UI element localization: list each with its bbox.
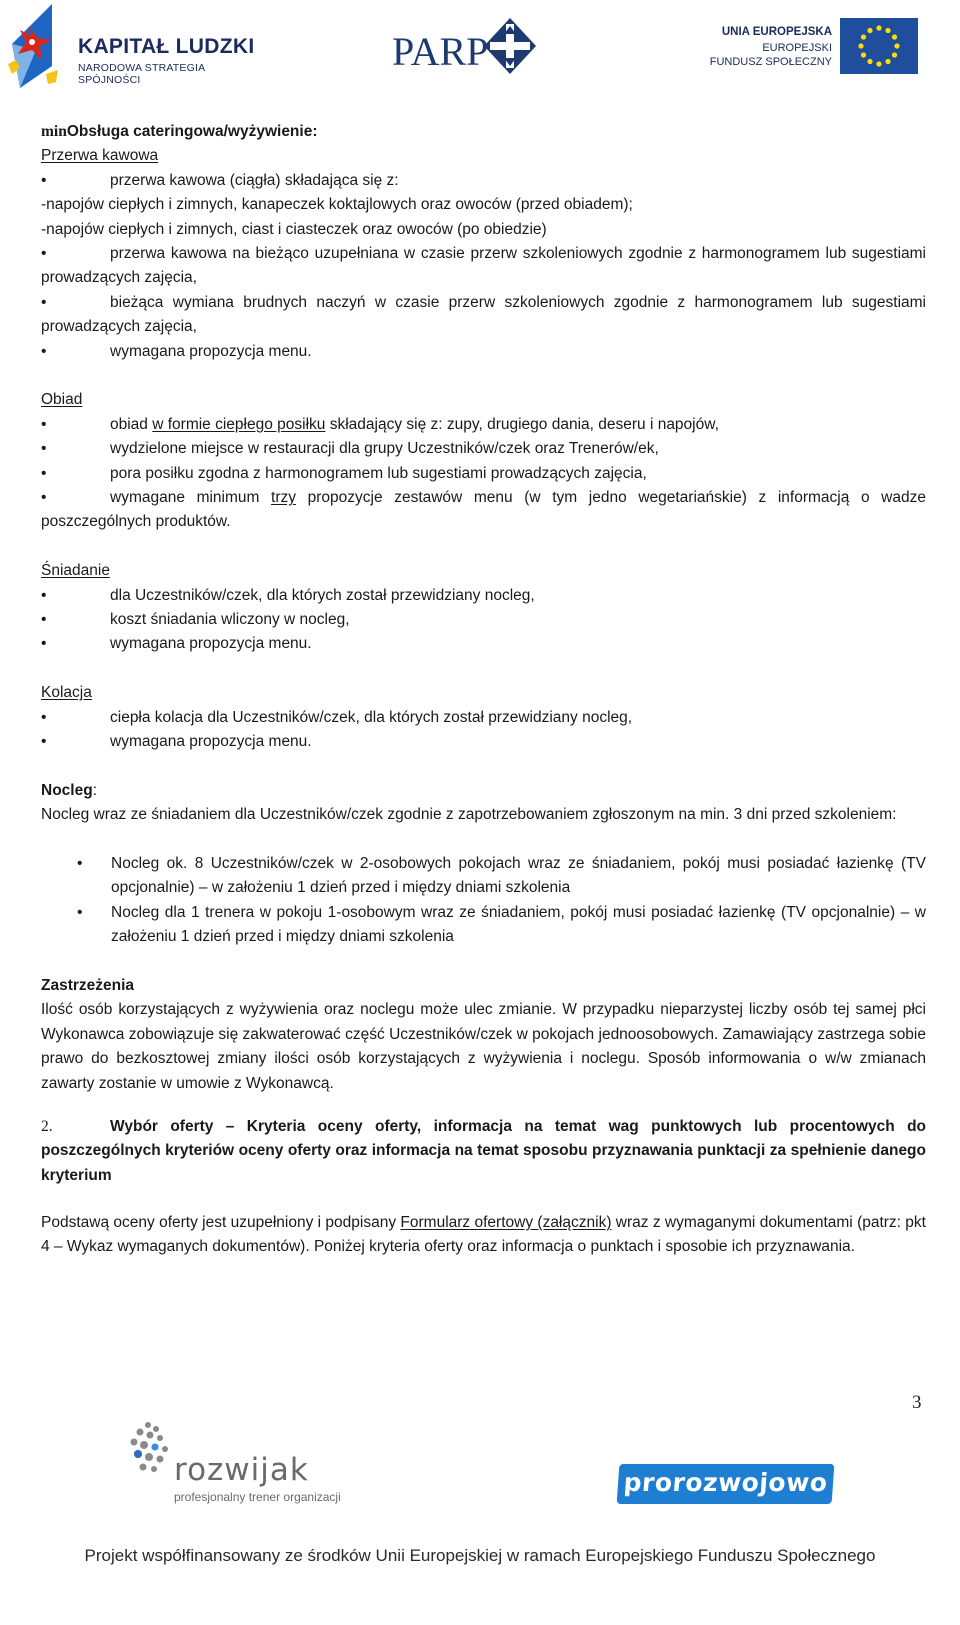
lodging-bullet-2-text: Nocleg dla 1 trenera w pokoju 1-osobowym wraz ze śniadaniem, pokój musi posiadać łazienkę (TV opcjonalnie) – w założeniu 1 dzień przed i między dniami szkolenia [111,903,926,946]
lunch-bullet-1-text [110,413,719,437]
coffee-line-1: -napojów ciepłych i zimnych, kanapeczek koktajlowych oraz owoców (przed obiadem); [41,196,633,214]
kapital-ludzki-logo [6,4,266,94]
lunch-b1-post: składający się z: zupy, drugiego dania, deseru i napojów, [325,415,719,433]
lunch-bullet-2-text: wydzielone miejsce w restauracji dla grupy Uczestników/czek oraz Trenerów/ek, [110,440,659,458]
parp-logo [392,14,552,84]
lunch-bullet-4 [41,486,926,535]
lodging-heading-suffix: : [92,781,97,799]
rozwijak-wordmark: rozwijak [174,1452,309,1488]
kapital-ludzki-title: KAPITAŁ LUDZKI [78,35,255,58]
eu-line-3: FUNDUSZ SPOŁECZNY [709,56,832,68]
catering-title-prefix: min [41,123,67,140]
bullet-dot: • [41,635,47,653]
lunch-heading: Obiad [41,391,83,409]
lodging-heading: Nocleg [41,781,93,799]
prorozwojowo-wordmark: prorozwojowo [622,1468,829,1497]
dinner-bullet-1-text: ciepła kolacja dla Uczestników/czek, dla których został przewidziany nocleg, [110,708,633,726]
bullet-dot: • [41,464,47,482]
coffee-break-heading: Przerwa kawowa [41,147,159,165]
coffee-heading-row [41,144,926,168]
reservations-text: Ilość osób korzystających z wyżywienia oraz noclegu może ulec zmianie. W przypadku nieparzystej liczby osób tej samej płci Wykonawca zobowiązuje się zakwaterować część Uczestników/czek w pokojach jednoosobowych. Zamawiający zastrzega sobie prawo do bezkosztowej zmiany ilości osób korzystających z wyżywienia i noclegu. Sposób informowania o w/w zmianach zawarty zostanie w umowie z Wykonawcą. [41,1001,926,1092]
bullet-dot: • [41,245,47,262]
rozwijak-logo [126,1420,356,1510]
prorozwojowo-logo [617,1464,835,1504]
section-2-heading [41,1115,926,1188]
lunch-bullet-3-text: pora posiłku zgodna z harmonogramem lub sugestiami prowadzących zajęcia, [110,464,647,482]
offer-form-link[interactable]: Formularz ofertowy (załącznik) [400,1213,612,1231]
lodging-bullet-1-text: Nocleg ok. 8 Uczestników/czek w 2-osobowych pokojach wraz ze śniadaniem, pokój musi posiadać łazienkę (TV opcjonalnie) – w założeniu 1 dzień przed i między dniami szkolenia [111,855,926,897]
reservations-heading-row [41,974,926,998]
kapital-ludzki-star-icon [6,4,72,92]
lunch-b4-pre: wymagane minimum [110,489,272,506]
rozwijak-dots-icon [126,1420,178,1476]
eu-logo [708,16,918,80]
dinner-bullet-2-text: wymagana propozycja menu. [110,733,312,750]
section-2-p-pre: Podstawą oceny oferty jest uzupełniony i podpisany [41,1213,401,1231]
breakfast-bullet-2-text: koszt śniadania wliczony w nocleg, [110,611,350,628]
coffee-line-2: -napojów ciepłych i zimnych, ciast i ciasteczek oraz owoców (po obiedzie) [41,220,547,238]
section-2-paragraph [41,1211,926,1260]
catering-title [41,120,926,144]
bullet-dot: • [41,293,47,311]
bullet-dot: • [77,855,83,872]
coffee-bullet-3-text: bieżąca wymiana brudnych naczyń w czasie przerw szkoleniowych zgodnie z harmonogramem lub sugestiami prowadzących zajęcia, [41,293,926,336]
eu-line-2: EUROPEJSKI [762,42,832,54]
section-2-p-post: wraz z wymaganymi dokumentami (patrz: pkt 4 – Wykaz wymaganych dokumentów). Poniżej kryteria oferty oraz informacja o punktach i sposobie ich przyznawania. [41,1213,926,1255]
bullet-dot: • [41,586,47,604]
bullet-dot: • [41,489,47,506]
lunch-b1-underlined: w formie ciepłego posiłku [152,415,326,433]
bullet-dot: • [77,903,83,921]
funding-note: Projekt współfinansowany ze środków Unii Europejskiej w ramach Europejskiego Funduszu Społecznego [84,1546,876,1565]
bullet-dot: • [41,171,47,189]
reservations-heading: Zastrzeżenia [41,977,135,994]
catering-title-text: Obsługa cateringowa/wyżywienie: [66,123,318,140]
eu-line-1: UNIA EUROPEJSKA [721,26,832,38]
section-2-number: 2. [41,1118,53,1135]
coffee-bullet-4-text: wymagana propozycja menu. [110,342,312,360]
coffee-bullet-1-text: przerwa kawowa (ciągła) składająca się z: [110,171,399,189]
lunch-b1-pre: obiad [110,415,153,433]
lodging-intro: Nocleg wraz ze śniadaniem dla Uczestników/czek zgodnie z zapotrzebowaniem zgłoszonym na min. 3 dni przed szkoleniem: [41,806,897,824]
coffee-bullet-2-text: przerwa kawowa na bieżąco uzupełniana w czasie przerw szkoleniowych zgodnie z harmonogramem lub sugestiami prowadzących zajęcia, [41,245,926,287]
parp-wordmark: PARP [392,29,489,74]
lunch-b4-post: propozycje zestawów menu (w tym jedno wegetariańskie) z informacją o wadze poszczególnych produktów. [41,489,926,531]
bullet-dot: • [41,415,47,433]
coffee-bullet-3 [41,291,926,340]
header-logos [0,0,960,100]
bullet-dot: • [41,611,47,628]
bullet-dot: • [41,440,47,458]
lodging-heading-row [41,779,926,803]
breakfast-bullet-1-text: dla Uczestników/czek, dla których został przewidziany nocleg, [110,586,535,604]
breakfast-heading: Śniadanie [41,562,110,580]
dinner-heading: Kolacja [41,684,92,702]
bullet-dot: • [41,708,47,726]
dinner-heading-row [41,681,926,705]
lunch-b4-underlined: trzy [271,489,297,506]
bullet-dot: • [41,733,47,750]
section-2-heading-text: Wybór oferty – Kryteria oceny oferty, informacja na temat wag punktowych lub procentowych do poszczególnych kryteriów oceny oferty oraz informacja na temat sposobu przyznawania punktacji za spełnienie danego kryterium [41,1118,926,1184]
breakfast-heading-row [41,559,926,583]
rozwijak-tagline: profesjonalny trener organizacji [174,1490,341,1504]
kapital-ludzki-subtitle: NARODOWA STRATEGIA SPÓJNOŚCI [78,62,205,86]
eu-flag-icon [840,18,918,74]
page-number: 3 [912,1392,922,1413]
lunch-heading-row [41,388,926,412]
breakfast-bullet-3-text: wymagana propozycja menu. [110,635,312,653]
parp-arrows-icon [482,16,538,76]
bullet-dot: • [41,342,47,360]
coffee-bullet-2 [41,242,926,291]
